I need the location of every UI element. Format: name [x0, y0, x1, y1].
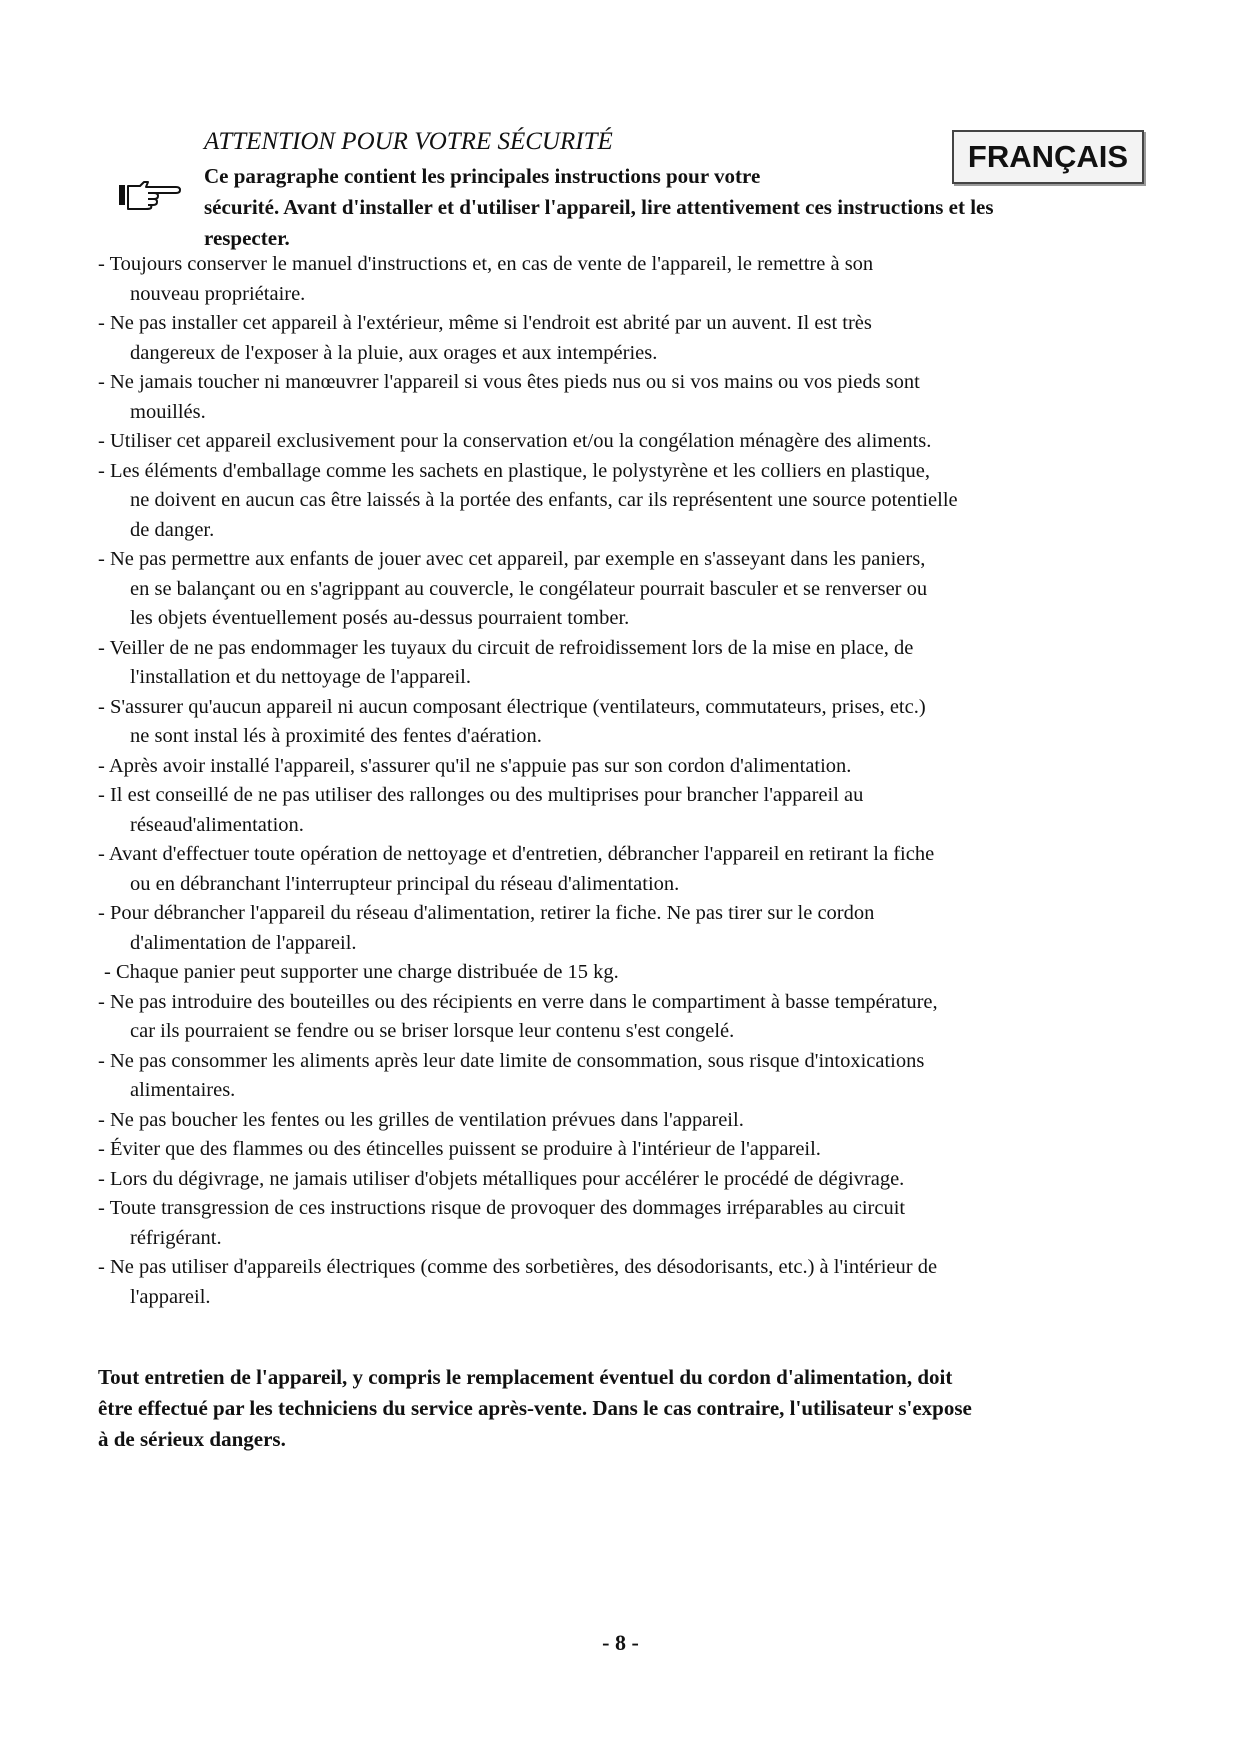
- instruction-text: - Ne pas consommer les aliments après leur date limite de consommation, sous risque d'intoxications: [98, 1049, 925, 1072]
- instruction-text: - S'assurer qu'aucun appareil ni aucun composant électrique (ventilateurs, commutateurs, prises, etc.): [98, 695, 926, 718]
- instruction-item: [98, 1135, 1178, 1165]
- instruction-item: [98, 1165, 1178, 1195]
- instruction-continuation: ne sont instal lés à proximité des fentes d'aération.: [130, 725, 542, 747]
- instruction-item: [98, 693, 1178, 752]
- instruction-text: - Chaque panier peut supporter une charge distribuée de 15 kg.: [104, 961, 619, 983]
- instruction-continuation: ou en débranchant l'interrupteur principal du réseau d'alimentation.: [130, 872, 680, 895]
- instruction-text: - Après avoir installé l'appareil, s'assurer qu'il ne s'appuie pas sur son cordon d'alimentation.: [98, 754, 852, 777]
- closing-line: être effectué par les techniciens du service après-vente. Dans le cas contraire, l'utilisateur s'expose: [98, 1396, 972, 1420]
- instruction-continuation: alimentaires.: [130, 1079, 236, 1101]
- instruction-item: [98, 840, 1178, 899]
- safety-instructions-list: [98, 250, 1178, 1312]
- instruction-item: [98, 309, 1178, 368]
- instruction-text: - Ne pas installer cet appareil à l'extérieur, même si l'endroit est abrité par un auvent. Il est très: [98, 312, 872, 334]
- instruction-item: [98, 427, 1178, 457]
- closing-line: à de sérieux dangers.: [98, 1427, 286, 1451]
- instruction-item: [98, 988, 1178, 1047]
- instruction-text: - Ne pas boucher les fentes ou les grilles de ventilation prévues dans l'appareil.: [98, 1108, 744, 1131]
- instruction-text: - Avant d'effectuer toute opération de nettoyage et d'entretien, débrancher l'appareil en retirant la fiche: [98, 843, 935, 865]
- instruction-continuation: mouillés.: [130, 400, 206, 423]
- instruction-continuation: réfrigérant.: [130, 1226, 222, 1249]
- language-badge: FRANÇAIS: [952, 130, 1144, 184]
- instruction-item: [98, 1194, 1178, 1253]
- instruction-text: - Ne pas introduire des bouteilles ou des récipients en verre dans le compartiment à basse température,: [98, 990, 938, 1013]
- closing-warning: [98, 1362, 1178, 1455]
- instruction-continuation: de danger.: [130, 518, 215, 541]
- instruction-item: [98, 368, 1178, 427]
- instruction-continuation: nouveau propriétaire.: [130, 282, 306, 305]
- closing-line: Tout entretien de l'appareil, y compris le remplacement éventuel du cordon d'alimentation, doit: [98, 1365, 953, 1389]
- instruction-continuation: en se balançant ou en s'agrippant au couvercle, le congélateur pourrait basculer et se renverser ou: [130, 577, 928, 600]
- instruction-text: - Toujours conserver le manuel d'instructions et, en cas de vente de l'appareil, le remettre à son: [98, 253, 874, 275]
- instruction-continuation: dangereux de l'exposer à la pluie, aux orages et aux intempéries.: [130, 341, 658, 364]
- instruction-item: [98, 1106, 1178, 1136]
- instruction-continuation: car ils pourraient se fendre ou se briser lorsque leur contenu s'est congelé.: [130, 1020, 735, 1042]
- instruction-item: [98, 1253, 1178, 1312]
- instruction-continuation: les objets éventuellement posés au-dessus pourraient tomber.: [130, 607, 630, 629]
- page-number: - 8 -: [602, 1630, 639, 1655]
- instruction-continuation: l'appareil.: [130, 1285, 211, 1308]
- instruction-item: [98, 457, 1178, 546]
- instruction-text: - Ne pas utiliser d'appareils électriques (comme des sorbetières, des désodorisants, etc.) à l'intérieur de: [98, 1256, 938, 1278]
- intro-paragraph: [204, 161, 1150, 254]
- instruction-text: - Les éléments d'emballage comme les sachets en plastique, le polystyrène et les colliers en plastique,: [98, 459, 930, 482]
- instruction-text: - Ne jamais toucher ni manœuvrer l'appareil si vous êtes pieds nus ou si vos mains ou vos pieds sont: [98, 371, 920, 393]
- instruction-continuation: ne doivent en aucun cas être laissés à la portée des enfants, car ils représentent une source potentielle: [130, 489, 958, 511]
- instruction-continuation: réseaud'alimentation.: [130, 813, 304, 836]
- intro-line: Ce paragraphe contient les principales instructions pour votre: [204, 164, 761, 188]
- pointing-hand-icon: [118, 180, 182, 210]
- instruction-text: - Toute transgression de ces instructions risque de provoquer des dommages irréparables au circuit: [98, 1197, 906, 1219]
- intro-line: respecter.: [204, 226, 290, 250]
- instruction-text: - Lors du dégivrage, ne jamais utiliser d'objets métalliques pour accélérer le procédé de dégivrage.: [98, 1167, 905, 1190]
- instruction-item: [98, 1047, 1178, 1106]
- instruction-continuation: d'alimentation de l'appareil.: [130, 931, 357, 954]
- instruction-item: [98, 634, 1178, 693]
- instruction-text: - Pour débrancher l'appareil du réseau d'alimentation, retirer la fiche. Ne pas tirer sur le cordon: [98, 902, 875, 924]
- instruction-item: [98, 752, 1178, 782]
- instruction-item: [98, 781, 1178, 840]
- section-title: ATTENTION POUR VOTRE SÉCURITÉ: [204, 128, 613, 155]
- instruction-item: [98, 545, 1178, 634]
- instruction-text: - Éviter que des flammes ou des étincelles puissent se produire à l'intérieur de l'appareil.: [98, 1138, 821, 1160]
- instruction-text: - Utiliser cet appareil exclusivement pour la conservation et/ou la congélation ménagère des aliments.: [98, 430, 932, 452]
- instruction-continuation: l'installation et du nettoyage de l'appareil.: [130, 666, 471, 688]
- instruction-item: [98, 899, 1178, 958]
- instruction-text: - Il est conseillé de ne pas utiliser des rallonges ou des multiprises pour brancher l'appareil au: [98, 784, 864, 806]
- instruction-text: - Ne pas permettre aux enfants de jouer avec cet appareil, par exemple en s'asseyant dans les paniers,: [98, 548, 926, 570]
- instruction-item: [98, 250, 1178, 309]
- intro-line: sécurité. Avant d'installer et d'utiliser l'appareil, lire attentivement ces instructions et les: [204, 195, 994, 219]
- instruction-item: [98, 958, 1178, 988]
- instruction-text: - Veiller de ne pas endommager les tuyaux du circuit de refroidissement lors de la mise en place, de: [98, 636, 914, 659]
